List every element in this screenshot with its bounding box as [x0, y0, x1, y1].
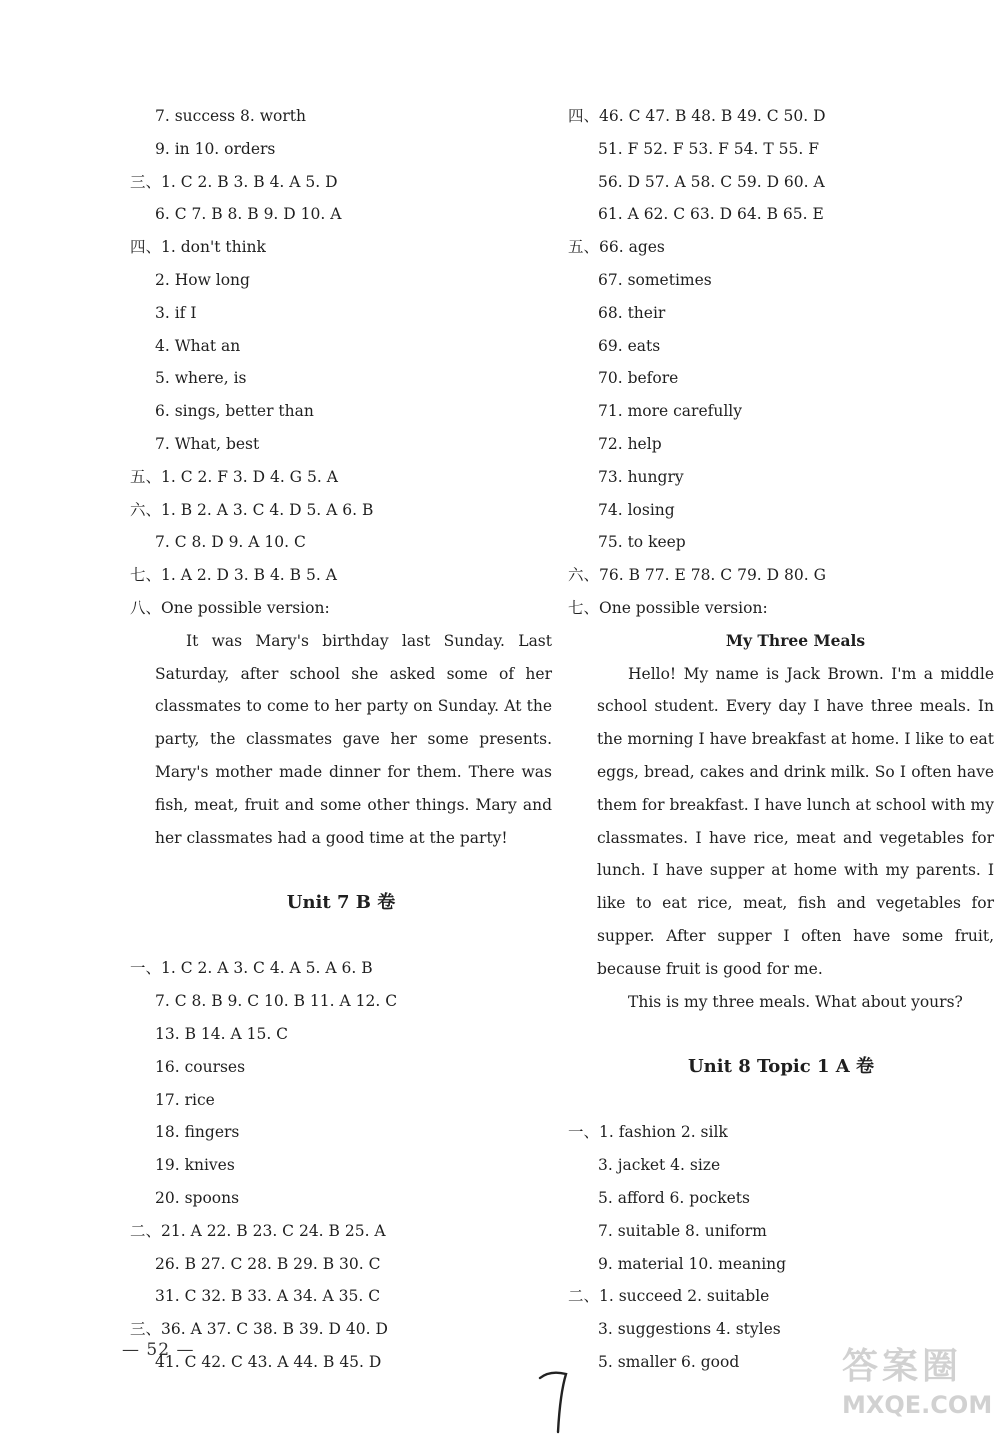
answer-line: 三、1. C 2. B 3. B 4. A 5. D — [130, 172, 338, 191]
page-number: — 52 — — [122, 1340, 195, 1360]
answer-line: 71. more carefully — [598, 402, 743, 421]
answer-line: 3. if I — [155, 303, 197, 322]
answer-line: 四、46. C 47. B 48. B 49. C 50. D — [568, 107, 826, 125]
answer-line: 67. sometimes — [598, 270, 712, 289]
section-heading: Unit 7 B 卷 — [286, 892, 396, 914]
answer-line: 3. jacket 4. size — [598, 1156, 721, 1175]
left-column — [130, 100, 552, 1379]
answer-line: 5. where, is — [155, 369, 247, 388]
answer-line: 75. to keep — [598, 533, 686, 552]
answer-list — [130, 100, 552, 625]
answer-line: 六、1. B 2. A 3. C 4. D 5. A 6. B — [130, 500, 374, 519]
answer-line: 17. rice — [155, 1090, 215, 1109]
answer-list — [130, 952, 552, 1378]
answer-line: 61. A 62. C 63. D 64. B 65. E — [598, 205, 824, 224]
answer-line: 三、36. A 37. C 38. B 39. D 40. D — [130, 1320, 388, 1339]
answer-line: 二、1. succeed 2. suitable — [568, 1287, 770, 1306]
answer-line: 七、1. A 2. D 3. B 4. B 5. A — [130, 566, 337, 585]
answer-line: 6. sings, better than — [155, 402, 314, 421]
answer-line: 20. spoons — [155, 1188, 240, 1207]
watermark-logo — [842, 1338, 998, 1432]
answer-line: 5. afford 6. pockets — [598, 1188, 750, 1207]
answer-line: 5. smaller 6. good — [598, 1352, 740, 1371]
answer-line: 18. fingers — [155, 1123, 240, 1142]
answer-line: 70. before — [598, 369, 679, 388]
answer-line: 7. suitable 8. uniform — [598, 1221, 767, 1240]
answer-line: 7. C 8. D 9. A 10. C — [155, 533, 306, 552]
answer-line: 五、66. ages — [568, 238, 665, 257]
answer-line: 6. C 7. B 8. B 9. D 10. A — [155, 205, 342, 224]
answer-line: 19. knives — [155, 1156, 235, 1175]
answer-line: 72. help — [598, 434, 662, 453]
answer-line: 五、1. C 2. F 3. D 4. G 5. A — [130, 467, 338, 486]
answer-line: 六、76. B 77. E 78. C 79. D 80. G — [568, 566, 826, 585]
answer-line: 一、1. C 2. A 3. C 4. A 5. A 6. B — [130, 959, 373, 978]
answer-line: 74. losing — [598, 500, 675, 519]
answer-line: 一、1. fashion 2. silk — [568, 1123, 728, 1142]
answer-line: 7. success 8. worth — [155, 107, 306, 125]
answer-line: 9. in 10. orders — [155, 139, 276, 158]
answer-line: 2. How long — [155, 270, 250, 289]
answer-line: 9. material 10. meaning — [598, 1254, 787, 1273]
watermark-chars: 答案圈 — [842, 1346, 963, 1387]
answer-line: 7. What, best — [155, 434, 260, 453]
answer-line: 73. hungry — [598, 467, 684, 486]
answer-line: 31. C 32. B 33. A 34. A 35. C — [155, 1287, 381, 1306]
answer-line: 7. C 8. B 9. C 10. B 11. A 12. C — [155, 992, 398, 1011]
answer-line: 69. eats — [598, 336, 661, 355]
answer-line: 41. C 42. C 43. A 44. B 45. D — [155, 1352, 382, 1371]
answer-line: 八、One possible version: — [130, 598, 330, 617]
essay-paragraph: This is my three meals. What about yours? — [628, 992, 963, 1011]
handwritten-mark-icon — [536, 1364, 576, 1436]
answer-line: 13. B 14. A 15. C — [155, 1024, 289, 1043]
answer-list — [568, 100, 994, 625]
section-heading: Unit 8 Topic 1 A 卷 — [687, 1056, 874, 1078]
answer-line: 51. F 52. F 53. F 54. T 55. F — [598, 139, 819, 158]
answer-line: 26. B 27. C 28. B 29. B 30. C — [155, 1254, 381, 1273]
essay-title: My Three Meals — [725, 630, 866, 650]
right-column — [568, 100, 994, 1379]
answer-line: 16. courses — [155, 1057, 246, 1076]
essay-paragraph: It was Mary's birthday last Sunday. Last Saturday, after school she asked some of her classmates to come to her party on Sunday. At the party, the classmates gave her some presents. Mary's mother made dinner for them. There was fish, meat, fruit and some other things. Mary and her classmates had a good time at the party! — [155, 631, 552, 847]
essay-paragraph: Hello! My name is Jack Brown. I'm a middle school student. Every day I have three meals. In the morning I have breakfast at home. I like to eat eggs, bread, cakes and drink milk. So I often have them for breakfast. I have lunch at school with my classmates. I have rice, meat and vegetables for lunch. I have supper at home with my parents. I like to eat rice, meat, fish and vegetables for supper. After supper I often have some fruit, because fruit is good for me. — [597, 664, 994, 978]
answer-line: 3. suggestions 4. styles — [598, 1320, 781, 1339]
answer-line: 4. What an — [155, 336, 241, 355]
answer-line: 二、21. A 22. B 23. C 24. B 25. A — [130, 1221, 386, 1240]
answer-line: 68. their — [598, 303, 666, 322]
answer-line: 56. D 57. A 58. C 59. D 60. A — [598, 172, 825, 191]
watermark-url: MXQE.COM — [842, 1391, 993, 1419]
answer-line: 四、1. don't think — [130, 238, 266, 257]
answer-line: 七、One possible version: — [568, 598, 768, 617]
